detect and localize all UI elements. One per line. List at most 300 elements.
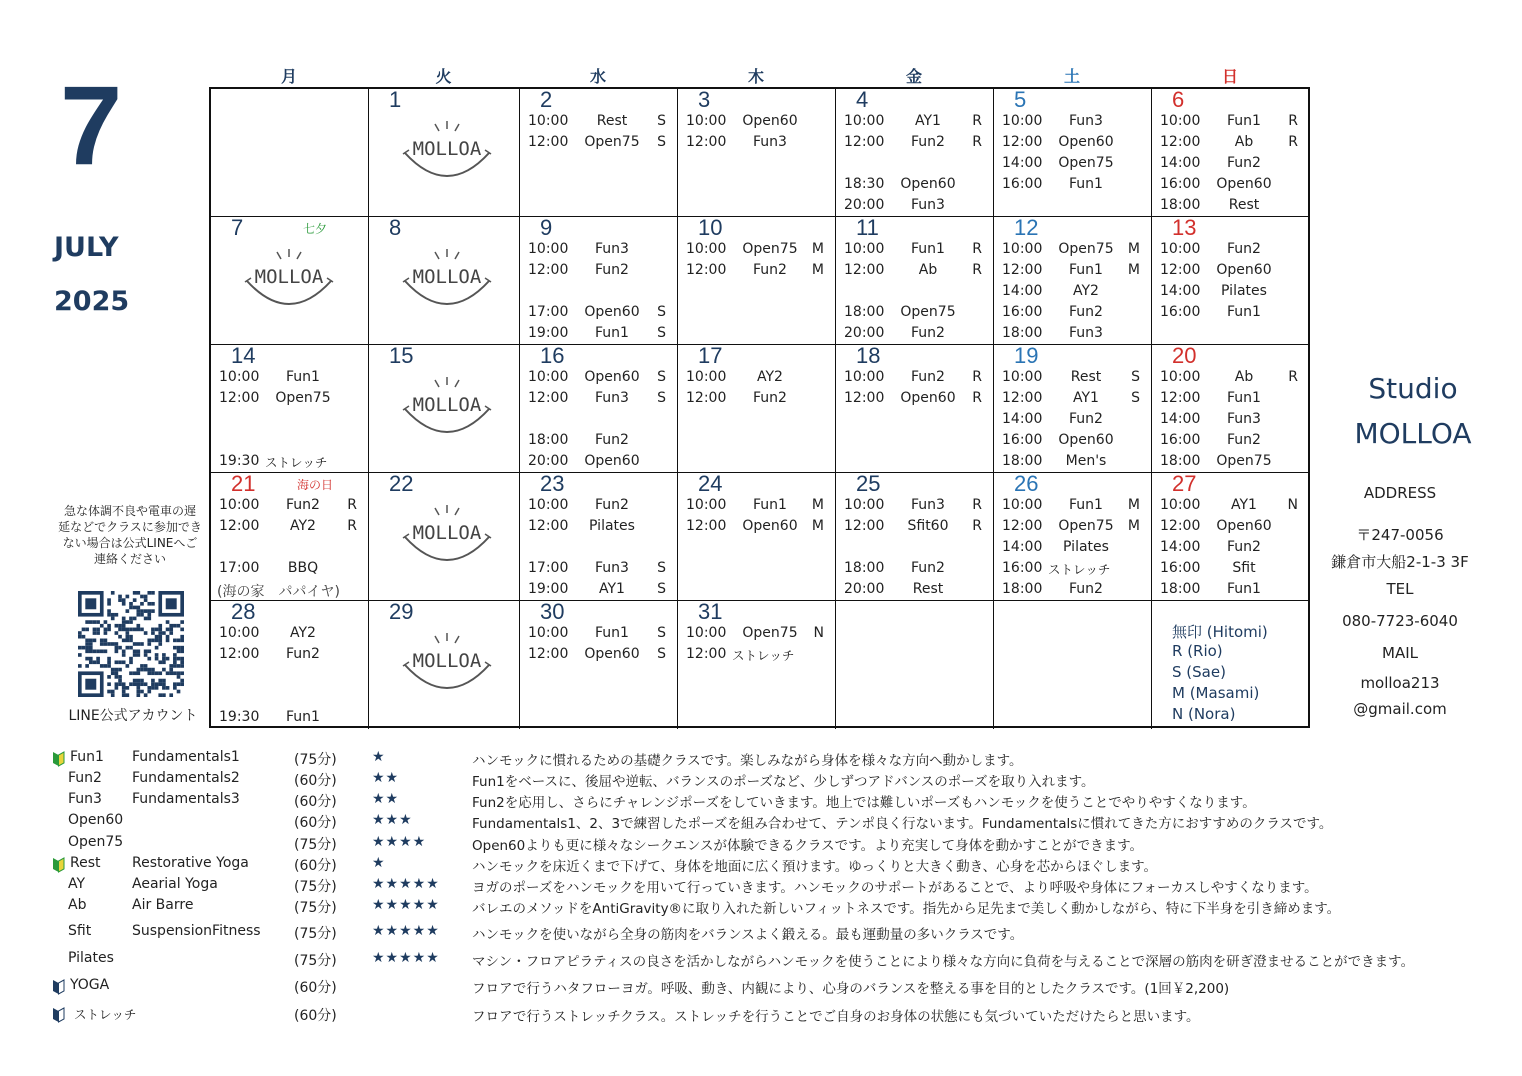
instructor-code: S <box>657 625 666 641</box>
class-entry[interactable] <box>1002 369 1142 389</box>
class-name: Open60 <box>1216 518 1272 534</box>
mail-line1[interactable]: molloa213 <box>1360 674 1440 692</box>
legend-difficulty-stars: ★★★★★ <box>372 897 440 913</box>
calendar-day-cell <box>211 217 369 345</box>
day-number: 24 <box>698 473 723 496</box>
class-entry[interactable] <box>1160 369 1300 389</box>
class-entry[interactable] <box>1160 497 1300 517</box>
studio-name-line2: MOLLOA <box>1354 417 1472 450</box>
class-entry[interactable] <box>1160 518 1300 538</box>
class-entry[interactable] <box>219 625 359 645</box>
legend-duration: (75分) <box>294 900 337 916</box>
class-time: 12:00 <box>1160 390 1201 406</box>
class-entry[interactable] <box>219 390 359 410</box>
class-entry[interactable] <box>844 390 984 410</box>
class-name: Fun1 <box>286 369 320 385</box>
mail-line2[interactable]: @gmail.com <box>1353 700 1447 718</box>
class-entry[interactable] <box>1002 155 1142 175</box>
class-time: 16:00 <box>1160 176 1201 192</box>
class-time: 14:00 <box>1160 411 1201 427</box>
legend-duration: (75分) <box>294 837 337 853</box>
class-entry[interactable] <box>219 497 359 517</box>
class-time: 14:00 <box>1160 155 1201 171</box>
class-name: Rest <box>1228 197 1260 213</box>
class-entry[interactable] <box>1160 581 1300 601</box>
day-number: 31 <box>698 601 723 624</box>
class-entry[interactable] <box>844 560 984 580</box>
class-entry[interactable] <box>1002 262 1142 282</box>
floor-class-mark-icon <box>52 979 65 995</box>
class-name: Fun2 <box>286 497 320 513</box>
class-entry[interactable] <box>1160 283 1300 303</box>
class-entry[interactable] <box>1002 176 1142 196</box>
class-name: Fun3 <box>1069 113 1103 129</box>
class-name: Open60 <box>584 453 640 469</box>
address-label: ADDRESS <box>1363 484 1437 502</box>
class-entry[interactable] <box>1002 325 1142 345</box>
class-entry[interactable] <box>528 560 668 580</box>
class-time: 12:00 <box>844 390 885 406</box>
class-time: 10:00 <box>1002 241 1043 257</box>
calendar-day-cell <box>211 89 369 217</box>
class-entry[interactable] <box>1002 581 1142 601</box>
day-number: 16 <box>540 345 565 368</box>
class-time: 10:00 <box>686 241 727 257</box>
class-name: Men's <box>1065 453 1107 469</box>
class-entry[interactable] <box>528 325 668 345</box>
calendar-day-cell <box>836 345 994 473</box>
class-name: Fun1 <box>1069 262 1103 278</box>
class-entry[interactable] <box>1002 113 1142 133</box>
class-entry[interactable] <box>219 646 359 666</box>
class-entry[interactable] <box>686 646 826 666</box>
molloa-logo-icon <box>399 373 495 439</box>
class-time: 14:00 <box>1002 283 1043 299</box>
class-time: 12:00 <box>844 262 885 278</box>
class-entry[interactable] <box>528 625 668 645</box>
tel-label: TEL <box>1386 580 1414 598</box>
legend-row <box>0 977 1522 998</box>
day-number: 28 <box>231 601 256 624</box>
calendar-day-cell <box>1152 473 1310 601</box>
day-number: 2 <box>540 89 553 112</box>
instructor-code: S <box>657 134 666 150</box>
class-entry[interactable] <box>219 560 359 580</box>
class-name: AY1 <box>599 581 625 597</box>
weekday-label: 日 <box>1221 67 1238 86</box>
class-entry[interactable] <box>1160 197 1300 217</box>
weekday-label: 金 <box>905 67 922 86</box>
class-time: 10:00 <box>1002 497 1043 513</box>
line-account-label[interactable]: LINE公式アカウント <box>68 708 198 724</box>
class-name: Pilates <box>1063 539 1109 555</box>
class-entry[interactable] <box>844 197 984 217</box>
class-entry[interactable] <box>844 134 984 154</box>
class-time: 10:00 <box>844 369 885 385</box>
class-entry[interactable] <box>528 497 668 517</box>
day-number: 25 <box>856 473 881 496</box>
class-time: 12:00 <box>686 646 727 662</box>
contact-note-line: 急な体調不良や電車の遅 <box>63 504 196 518</box>
studio-name-line1: Studio <box>1368 372 1458 405</box>
legend-class-fullname: Restorative Yoga <box>132 855 249 871</box>
legend-duration: (60分) <box>294 773 337 789</box>
instructor-code: R <box>972 497 982 513</box>
legend-description: フロアで行うストレッチクラス。ストレッチを行うことでご自身のお身体の状態にも気づいていただけたらと思います。 <box>472 1009 1200 1025</box>
class-entry[interactable] <box>1160 432 1300 452</box>
class-entry[interactable] <box>1002 432 1142 452</box>
class-entry[interactable] <box>686 134 826 154</box>
class-name: Fun2 <box>1069 581 1103 597</box>
class-entry[interactable] <box>686 625 826 645</box>
class-entry[interactable] <box>1002 411 1142 431</box>
class-entry[interactable] <box>528 432 668 452</box>
holiday-label: 海の日 <box>297 478 334 492</box>
class-entry[interactable] <box>844 176 984 196</box>
calendar-day-cell <box>994 345 1152 473</box>
class-time: 12:00 <box>1160 518 1201 534</box>
class-name: Fun3 <box>911 197 945 213</box>
legend-row <box>0 855 1522 876</box>
calendar-day-cell <box>520 601 678 729</box>
class-entry[interactable] <box>844 304 984 324</box>
class-entry[interactable] <box>1160 176 1300 196</box>
day-number: 30 <box>540 601 565 624</box>
legend-class-code: Fun2 <box>68 770 102 786</box>
calendar-day-cell <box>678 345 836 473</box>
legend-description: マシン・フロアピラティスの良さを活かしながらハンモックを使うことにより様々な方向に負荷を与えることで深層の筋肉を研ぎ澄ませることができます。 <box>472 954 1415 970</box>
instructor-code: M <box>1127 262 1140 278</box>
weekday-header <box>210 64 1310 88</box>
class-time: 19:00 <box>528 581 569 597</box>
day-number: 9 <box>540 217 553 240</box>
class-time: 12:00 <box>1002 518 1043 534</box>
class-name: AY2 <box>1073 283 1099 299</box>
class-time: 18:00 <box>1002 453 1043 469</box>
class-name: Fun1 <box>286 709 320 725</box>
class-name: Open60 <box>1216 176 1272 192</box>
class-entry[interactable] <box>1002 497 1142 517</box>
class-entry[interactable] <box>219 709 359 729</box>
instructor-code: R <box>972 390 982 406</box>
class-name: AY1 <box>915 113 941 129</box>
molloa-logo-icon <box>399 245 495 311</box>
class-name: ストレッチ <box>1048 562 1111 577</box>
class-entry[interactable] <box>1160 390 1300 410</box>
class-entry[interactable] <box>219 518 359 538</box>
instructor-code: M <box>1127 518 1140 534</box>
class-name: Fun2 <box>911 560 945 576</box>
class-entry[interactable] <box>528 113 668 133</box>
instructor-code: R <box>972 369 982 385</box>
class-entry[interactable] <box>1002 283 1142 303</box>
class-entry[interactable] <box>1160 304 1300 324</box>
class-entry[interactable] <box>1160 155 1300 175</box>
class-entry[interactable] <box>844 241 984 261</box>
calendar-day-cell <box>836 601 994 729</box>
calendar-day-cell <box>836 217 994 345</box>
class-time: 10:00 <box>1160 113 1201 129</box>
class-entry[interactable] <box>528 134 668 154</box>
day-number: 23 <box>540 473 565 496</box>
class-entry[interactable] <box>1160 453 1300 473</box>
calendar-day-cell <box>678 89 836 217</box>
calendar-day-cell <box>994 473 1152 601</box>
class-name: Fun1 <box>1227 581 1261 597</box>
legend-description: Fun1をベースに、後屈や逆転、バランスのポーズなど、少しずつアドバンスのポーズを取り入れます。 <box>472 774 1095 790</box>
day-number: 5 <box>1014 89 1027 112</box>
logo-text: MOLLOA <box>412 394 482 416</box>
instructor-code: R <box>972 262 982 278</box>
class-time: 18:00 <box>1160 453 1201 469</box>
legend-duration: (60分) <box>294 794 337 810</box>
mail-label: MAIL <box>1382 644 1418 662</box>
class-entry[interactable] <box>844 518 984 538</box>
class-name: Fun2 <box>1227 432 1261 448</box>
class-entry[interactable] <box>528 369 668 389</box>
class-time: 10:00 <box>219 497 260 513</box>
legend-description: ヨガのポーズをハンモックを用いて行っていきます。ハンモックのサポートがあることで、より呼吸や身体にフォーカスしやすくなります。 <box>472 880 1318 896</box>
class-entry[interactable] <box>528 241 668 261</box>
class-time: 12:00 <box>1002 262 1043 278</box>
class-time: 10:00 <box>1002 369 1043 385</box>
class-entry[interactable] <box>1160 113 1300 133</box>
class-entry[interactable] <box>1160 134 1300 154</box>
legend-description: バレエのメソッドをAntiGravity®に取り入れた新しいフィットネスです。指先から足先まで美しく動かしながら、特に下半身を引き締めます。 <box>472 901 1341 917</box>
day-number: 8 <box>389 217 402 240</box>
class-name: Fun3 <box>1069 325 1103 341</box>
class-entry[interactable] <box>1160 411 1300 431</box>
class-name: Fun2 <box>911 369 945 385</box>
class-entry[interactable] <box>1160 560 1300 580</box>
class-time: 12:00 <box>528 390 569 406</box>
legend-class-code: ストレッチ <box>74 1007 137 1022</box>
class-time: 18:00 <box>1160 581 1201 597</box>
class-name: Fun1 <box>1069 176 1103 192</box>
calendar-day-cell <box>211 345 369 473</box>
class-time: 12:00 <box>686 518 727 534</box>
day-number: 22 <box>389 473 414 496</box>
calendar-day-cell <box>836 89 994 217</box>
class-entry[interactable] <box>844 497 984 517</box>
class-name: Fun2 <box>753 262 787 278</box>
class-time: 10:00 <box>844 241 885 257</box>
class-entry[interactable] <box>686 497 826 517</box>
year: 2025 <box>54 286 130 317</box>
class-entry[interactable] <box>686 390 826 410</box>
studio-name <box>1318 366 1508 456</box>
calendar-day-cell <box>678 217 836 345</box>
class-entry[interactable] <box>1002 390 1142 410</box>
class-name: Ab <box>1234 369 1254 385</box>
class-entry[interactable] <box>1002 241 1142 261</box>
class-entry[interactable] <box>528 390 668 410</box>
instructor-legend-item: M (Masami) <box>1172 684 1260 702</box>
class-name: Fun3 <box>595 241 629 257</box>
class-entry[interactable] <box>686 113 826 133</box>
class-name: AY2 <box>757 369 783 385</box>
class-entry[interactable] <box>686 369 826 389</box>
class-entry[interactable] <box>528 518 668 538</box>
class-entry[interactable] <box>1160 539 1300 559</box>
class-time: 12:00 <box>844 134 885 150</box>
class-name: Fun2 <box>1227 241 1261 257</box>
class-time: 12:00 <box>686 390 727 406</box>
instructor-code: M <box>811 262 824 278</box>
calendar-day-cell <box>369 601 520 729</box>
class-time: 18:00 <box>1002 581 1043 597</box>
class-name: Pilates <box>589 518 635 534</box>
day-number: 10 <box>698 217 723 240</box>
class-name: Fun2 <box>911 134 945 150</box>
class-name: Fun1 <box>911 241 945 257</box>
class-entry[interactable] <box>1002 453 1142 473</box>
class-name: Rest <box>1070 369 1102 385</box>
class-entry[interactable] <box>528 646 668 666</box>
legend-difficulty-stars: ★★★★★ <box>372 950 440 966</box>
floor-class-mark-icon <box>52 1007 65 1023</box>
class-entry[interactable] <box>844 369 984 389</box>
class-time: 14:00 <box>1160 283 1201 299</box>
class-time: 10:00 <box>686 113 727 129</box>
class-time: 17:00 <box>219 560 260 576</box>
class-time: 16:00 <box>1002 560 1043 576</box>
class-name: Fun2 <box>1227 155 1261 171</box>
class-entry[interactable] <box>844 113 984 133</box>
class-entry[interactable] <box>1160 241 1300 261</box>
contact-note-line: 連絡ください <box>93 552 166 566</box>
legend-duration: (60分) <box>294 815 337 831</box>
instructor-code: S <box>657 646 666 662</box>
class-entry[interactable] <box>844 325 984 345</box>
class-entry[interactable] <box>528 581 668 601</box>
class-time: 16:00 <box>1002 432 1043 448</box>
class-entry[interactable] <box>844 262 984 282</box>
instructor-code: M <box>811 497 824 513</box>
class-name: Sfit <box>1232 560 1256 576</box>
legend-difficulty-stars: ★★ <box>372 770 400 786</box>
holiday-label: 七夕 <box>303 222 328 236</box>
calendar-day-cell <box>994 217 1152 345</box>
day-number: 4 <box>856 89 869 112</box>
class-time: 14:00 <box>1002 155 1043 171</box>
class-entry[interactable] <box>686 262 826 282</box>
instructor-code: R <box>972 241 982 257</box>
legend-difficulty-stars: ★ <box>372 749 386 765</box>
class-name: Open75 <box>1058 155 1114 171</box>
class-name: Ab <box>1234 134 1254 150</box>
class-name: Fun2 <box>1069 411 1103 427</box>
class-entry[interactable] <box>1002 539 1142 559</box>
class-name: Open60 <box>900 390 956 406</box>
class-name: Fun2 <box>1069 304 1103 320</box>
class-name: Ab <box>918 262 938 278</box>
class-entry[interactable] <box>219 453 359 473</box>
class-entry[interactable] <box>1002 304 1142 324</box>
calendar-day-cell <box>520 89 678 217</box>
class-time: 10:00 <box>1160 369 1201 385</box>
class-name: Open60 <box>1216 262 1272 278</box>
calendar-day-cell <box>1152 345 1310 473</box>
legend-difficulty-stars: ★ <box>372 855 386 871</box>
class-entry[interactable] <box>1002 560 1142 580</box>
legend-description: Open60よりも更に様々なシークエンスが体験できるクラスです。より充実して身体を動かすことができます。 <box>472 838 1143 854</box>
class-time: 10:00 <box>219 369 260 385</box>
legend-duration: (60分) <box>294 1008 337 1024</box>
calendar-grid <box>209 87 1310 728</box>
legend-row <box>0 791 1522 812</box>
instructor-code: S <box>657 369 666 385</box>
class-time: 10:00 <box>844 113 885 129</box>
class-entry[interactable] <box>844 581 984 601</box>
class-entry[interactable] <box>528 304 668 324</box>
class-time: 12:00 <box>686 262 727 278</box>
class-name: BBQ <box>287 560 319 576</box>
instructor-legend-item: R (Rio) <box>1172 642 1223 660</box>
day-number: 6 <box>1172 89 1185 112</box>
legend-class-code: Rest <box>70 855 101 871</box>
class-entry[interactable] <box>528 262 668 282</box>
class-time: 12:00 <box>219 390 260 406</box>
class-name: Fun2 <box>595 262 629 278</box>
legend-description: ハンモックに慣れるための基礎クラスです。楽しみながら身体を様々な方向へ動かします。 <box>472 753 1023 769</box>
tel-number[interactable]: 080-7723-6040 <box>1342 612 1458 630</box>
instructor-code: M <box>1127 497 1140 513</box>
event-location-note: (海の家 パパイヤ) <box>217 584 340 600</box>
class-time: 12:00 <box>219 518 260 534</box>
day-number: 1 <box>389 89 402 112</box>
legend-difficulty-stars: ★★★ <box>372 812 413 828</box>
legend-row <box>0 950 1522 971</box>
legend-class-code: Open60 <box>68 812 124 828</box>
class-name: Open60 <box>900 176 956 192</box>
calendar-day-cell <box>1152 217 1310 345</box>
legend-difficulty-stars: ★★★★★ <box>372 923 440 939</box>
day-number: 7 <box>231 217 244 240</box>
class-time: 10:00 <box>1160 497 1201 513</box>
class-entry[interactable] <box>1160 262 1300 282</box>
class-name: Open60 <box>742 113 798 129</box>
class-entry[interactable] <box>528 453 668 473</box>
legend-description: フロアで行うハタフローヨガ。呼吸、動き、内観により、心身のバランスを整える事を目的としたクラスです。(1回￥2,200) <box>472 981 1230 997</box>
instructor-code: S <box>657 325 666 341</box>
class-time: 20:00 <box>528 453 569 469</box>
class-name: Fun1 <box>595 325 629 341</box>
calendar-day-cell <box>211 601 369 729</box>
legend-class-fullname: SuspensionFitness <box>132 923 261 939</box>
class-entry[interactable] <box>1002 518 1142 538</box>
class-time: 10:00 <box>1160 241 1201 257</box>
class-entry[interactable] <box>219 369 359 389</box>
class-entry[interactable] <box>686 241 826 261</box>
instructor-code: R <box>972 518 982 534</box>
class-entry[interactable] <box>1002 134 1142 154</box>
legend-duration: (60分) <box>294 858 337 874</box>
calendar-day-cell <box>211 473 369 601</box>
calendar-day-cell <box>369 345 520 473</box>
instructor-code: N <box>1287 497 1298 513</box>
class-entry[interactable] <box>686 518 826 538</box>
day-number: 19 <box>1014 345 1039 368</box>
instructor-legend-item: 無印 (Hitomi) <box>1172 623 1268 641</box>
line-qr-code-icon[interactable] <box>78 591 184 697</box>
instructor-code: N <box>813 625 824 641</box>
instructor-code: R <box>972 113 982 129</box>
legend-difficulty-stars: ★★★★ <box>372 834 427 850</box>
class-name: AY2 <box>290 518 316 534</box>
legend-duration: (75分) <box>294 879 337 895</box>
postal-code: 〒247-0056 <box>1356 526 1444 544</box>
